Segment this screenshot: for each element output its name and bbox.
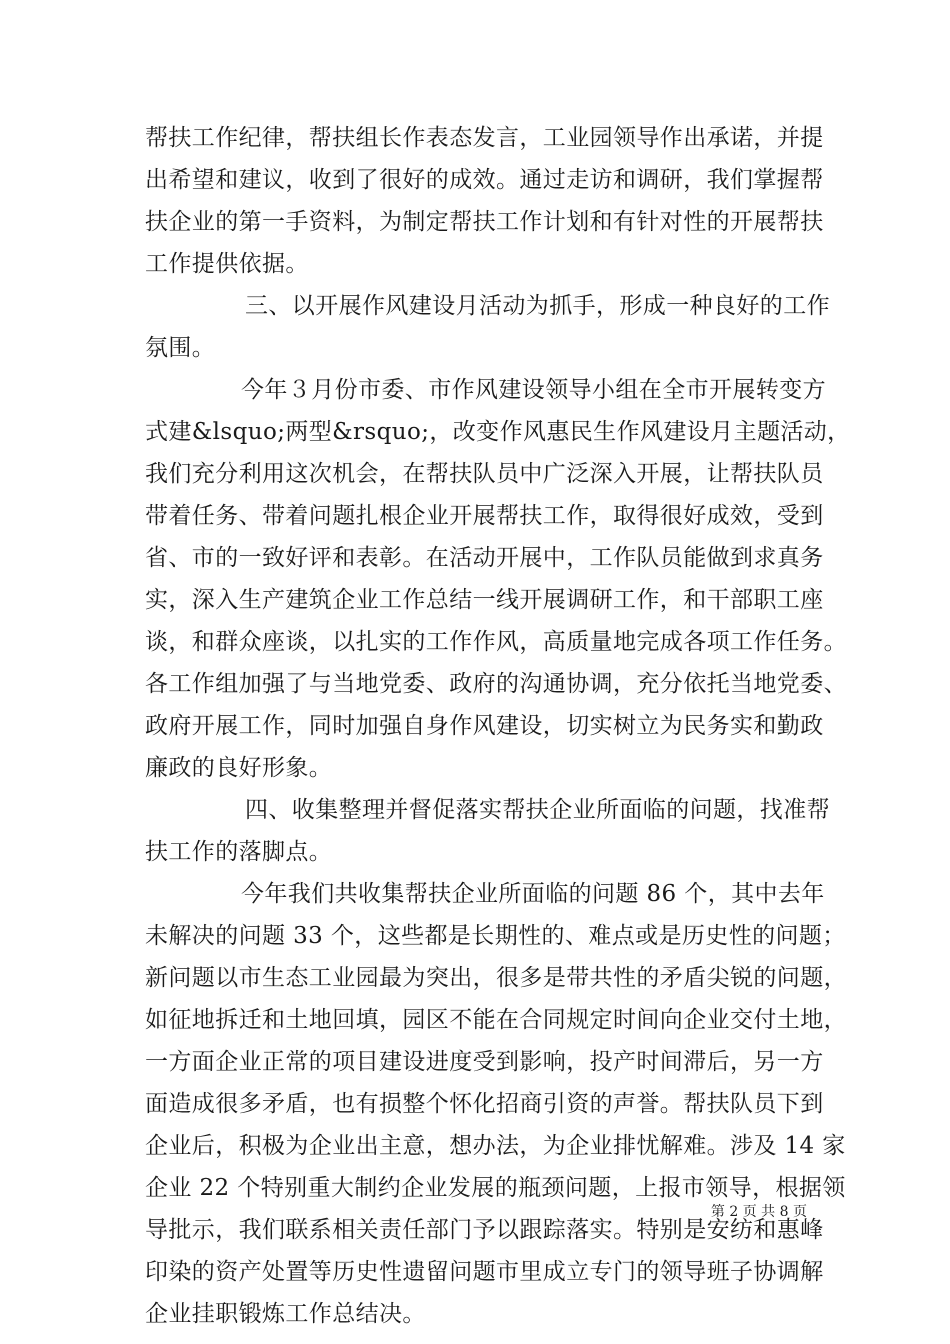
text-line: 廉政的良好形象。 [145, 755, 333, 781]
text-line: 政府开展工作，同时加强自身作风建设，切实树立为民务实和勤政 [145, 713, 824, 739]
heading-line: 四、收集整理并督促落实帮扶企业所面临的问题，找准帮 [245, 797, 830, 823]
page-number: 第 2 页 共 8 页 [710, 1204, 807, 1220]
text-line: 谈，和群众座谈，以扎实的工作作风，高质量地完成各项工作任务。 [145, 629, 847, 655]
paragraph-three [145, 369, 851, 789]
document-body [145, 117, 851, 1335]
text-line: 省、市的一致好评和表彰。在活动开展中，工作队员能做到求真务 [145, 545, 824, 571]
text-line: 我们充分利用这次机会，在帮扶队员中广泛深入开展，让帮扶队员 [145, 461, 824, 487]
text-line: 导批示，我们联系相关责任部门予以跟踪落实。特别是安纺和惠峰 [145, 1217, 824, 1243]
text-line: 印染的资产处置等历史性遗留问题市里成立专门的领导班子协调解 [145, 1259, 824, 1285]
text-line: 今年３月份市委、市作风建设领导小组在全市开展转变方 [241, 377, 826, 403]
text-line: 一方面企业正常的项目建设进度受到影响，投产时间滞后，另一方 [145, 1049, 824, 1075]
text-line: 如征地拆迁和土地回填，园区不能在合同规定时间向企业交付土地， [145, 1007, 847, 1033]
text-line: 企业挂职锻炼工作总结决。 [145, 1301, 426, 1327]
text-line: 式建&lsquo;两型&rsquo;，改变作风惠民生作风建设月主题活动， [145, 419, 851, 445]
heading-line: 三、以开展作风建设月活动为抓手，形成一种良好的工作 [245, 293, 830, 319]
text-line: 企业 22 个特别重大制约企业发展的瓶颈问题，上报市领导，根据领 [145, 1175, 846, 1201]
section-heading-four [145, 789, 830, 873]
heading-line: 氛围。 [145, 335, 216, 361]
text-line: 各工作组加强了与当地党委、政府的沟通协调，充分依托当地党委、 [145, 671, 847, 697]
text-line: 帮扶工作纪律，帮扶组长作表态发言，工业园领导作出承诺，并提 [145, 125, 824, 151]
paragraph-continuation [145, 117, 825, 285]
section-heading-three [145, 285, 830, 369]
text-line: 工作提供依据。 [145, 251, 309, 277]
text-line: 新问题以市生态工业园最为突出，很多是带共性的矛盾尖锐的问题， [145, 965, 847, 991]
text-line: 今年我们共收集帮扶企业所面临的问题 86 个，其中去年 [241, 881, 825, 907]
heading-line: 扶工作的落脚点。 [145, 839, 333, 865]
text-line: 实，深入生产建筑企业工作总结一线开展调研工作，和干部职工座 [145, 587, 824, 613]
text-line: 面造成很多矛盾，也有损整个怀化招商引资的声誉。帮扶队员下到 [145, 1091, 824, 1117]
text-line: 企业后，积极为企业出主意，想办法，为企业排忧解难。涉及 14 家 [145, 1133, 846, 1159]
text-line: 出希望和建议，收到了很好的成效。通过走访和调研，我们掌握帮 [145, 167, 824, 193]
paragraph-four [145, 873, 847, 1335]
text-line: 带着任务、带着问题扎根企业开展帮扶工作，取得很好成效，受到 [145, 503, 824, 529]
text-line: 扶企业的第一手资料，为制定帮扶工作计划和有针对性的开展帮扶 [145, 209, 824, 235]
text-line: 未解决的问题 33 个，这些都是长期性的、难点或是历史性的问题； [145, 923, 846, 949]
